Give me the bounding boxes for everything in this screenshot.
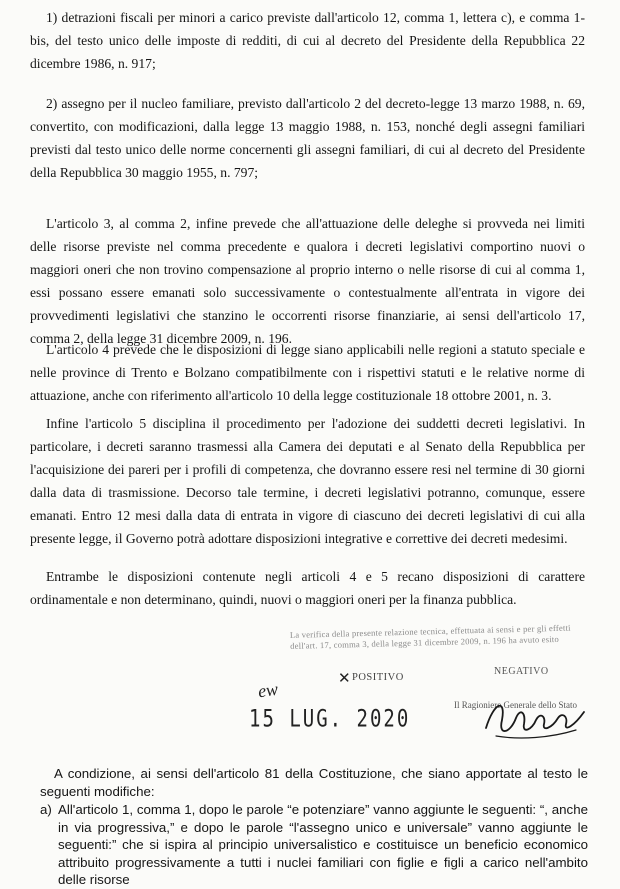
condition-item-label: a) [40, 802, 52, 817]
verification-stamp-text: La verifica della presente relazione tecnica, effettuata ai sensi e per gli effetti dell'art. 17, comma 3, della legge 31 dicembre 2009, n. 196 ha avuto esito [289, 622, 571, 651]
handwritten-initials: ew [256, 678, 280, 702]
negativo-label: NEGATIVO [494, 666, 549, 677]
paragraph-articolo-3: L'articolo 3, al comma 2, infine prevede che all'attuazione delle deleghe si provveda nei limiti delle risorse previste nel comma precedente e qualora i decreti legislativi comportino nuovi o maggiori oneri che non trovino compensazione al proprio interno o nelle risorse di cui al comma 1, essi possano essere emanati solo successivamente o contestualmente all'entrata in vigore dei provvedimenti legislativi che stanzino le occorrenti risorse finanziarie, ai sensi dell'articolo 17, comma 2, della legge 31 dicembre 2009, n. 196. [30, 216, 585, 346]
paragraph-articolo-5: Infine l'articolo 5 disciplina il procedimento per l'adozione dei suddetti decreti legislativi. In particolare, i decreti saranno trasmessi alla Camera dei deputati e al Senato della Repubblica per l'acquisizione dei pareri per i profili di competenza, che dovranno essere resi nel termine di 30 giorni dalla data di trasmissione. Decorso tale termine, i decreti legislativi potranno, comunque, essere emanati. Entro 12 mesi dalla data di entrata in vigore di ciascuno dei decreti legislativi di cui alla presente legge, il Governo potrà adottare disposizioni integrative e correttive dei decreti medesimi. [30, 416, 585, 546]
paragraph-articoli-4-5: Entrambe le disposizioni contenute negli articoli 4 e 5 recano disposizioni di carattere ordinamentale e non determinano, quindi, nuovi o maggiori oneri per la finanza pubblica. [30, 569, 585, 607]
x-mark-icon: ✕ [338, 671, 351, 687]
paragraph-detrazioni: 1) detrazioni fiscali per minori a carico previste dall'articolo 12, comma 1, lettera c), e comma 1-bis, del testo unico delle imposte di redditi, di cui al decreto del Presidente della Repubblica 22 dicembre 1986, n. 917; [30, 10, 585, 71]
paragraph-articolo-4: L'articolo 4 prevede che le disposizioni di legge siano applicabili nelle regioni a statuto speciale e nelle province di Trento e Bolzano compatibilmente con i rispettivi statuti e le relative norme di attuazione, anche con riferimento all'articolo 10 della legge costituzionale 18 ottobre 2001, n. 3. [30, 342, 585, 403]
stamp-date: 15 LUG. 2020 [249, 705, 411, 733]
condition-item-text: All'articolo 1, comma 1, dopo le parole “e potenziare” vanno aggiunte le seguenti: “, anche in via progressiva,” e dopo le parole “l'assegno unico e universale” vanno aggiunte le seguenti:” che si ispira al principio universalistico e costituisce un beneficio economico attribuito progressivamente a tutti i nuclei familiari con figlie e figli a carico nell'ambito delle risorse [58, 802, 588, 887]
positivo-label: POSITIVO [352, 672, 404, 683]
condition-item [40, 801, 588, 889]
ragioniere-label: Il Ragioniere Generale dello Stato [454, 700, 577, 710]
conditions-intro: A condizione, ai sensi dell'articolo 81 della Costituzione, che siano apportate al testo le seguenti modifiche: [40, 766, 588, 799]
paragraph-assegno-nucleo: 2) assegno per il nucleo familiare, previsto dall'articolo 2 del decreto-legge 13 marzo 1988, n. 69, convertito, con modificazioni, dalla legge 13 maggio 1988, n. 153, nonché degli assegni familiari previsti dal testo unico delle norme concernenti gli assegni familiari, di cui al decreto del Presidente della Repubblica 30 maggio 1955, n. 797; [30, 96, 585, 180]
signature [480, 690, 590, 750]
